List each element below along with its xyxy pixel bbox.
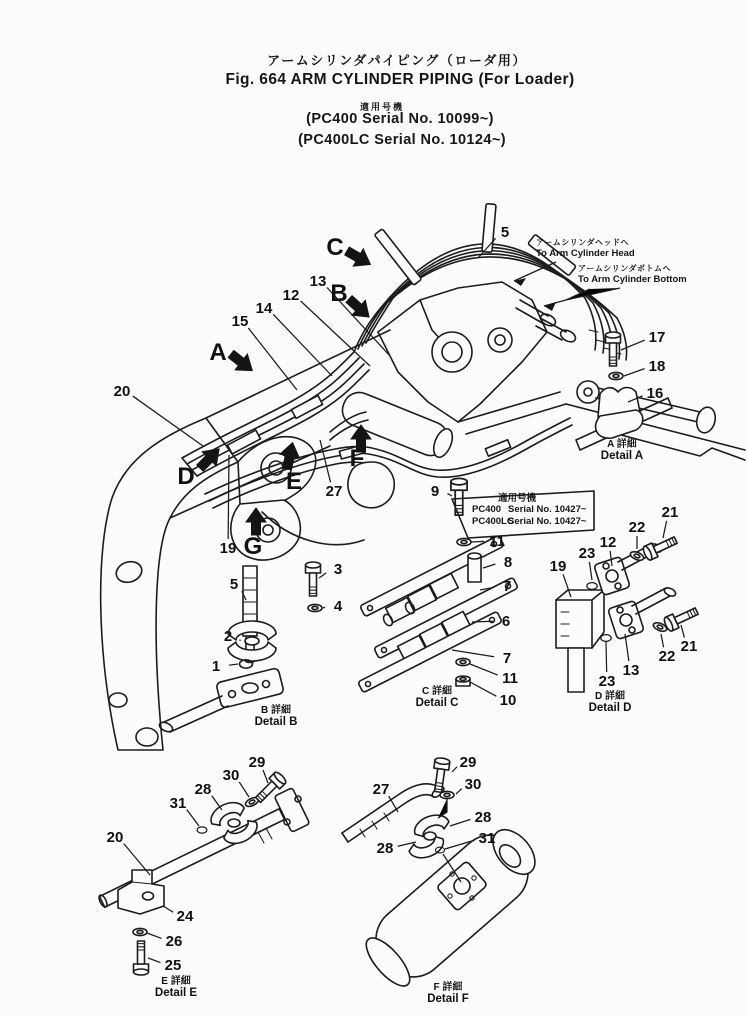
callout-19: 19 <box>549 558 567 575</box>
callout-29: 29 <box>459 754 477 771</box>
annotation-arm-cylinder-head <box>536 238 635 259</box>
callout-28: 28 <box>376 840 394 857</box>
callout-14: 14 <box>255 300 273 317</box>
leader-line <box>273 314 332 376</box>
callout-27: 27 <box>325 483 343 500</box>
leader-line <box>610 551 612 566</box>
view-arrow-D <box>193 442 226 475</box>
serial-note-header: 適用号機 <box>498 493 537 504</box>
annotation-bottom-jp: アームシリンダボトムへ <box>578 264 671 273</box>
view-letter-A: A <box>209 339 227 366</box>
annotation-bottom-en: To Arm Cylinder Bottom <box>578 273 687 285</box>
callout-18: 18 <box>648 358 666 375</box>
leader-line <box>389 796 398 812</box>
serial-note-model-2: PC400LC <box>472 516 514 527</box>
callout-25: 25 <box>164 957 182 974</box>
leader-line <box>624 369 645 376</box>
view-arrow-A <box>225 346 259 378</box>
callout-23: 23 <box>598 673 616 690</box>
leader-line <box>263 770 268 783</box>
leader-line <box>148 958 160 963</box>
leader-line <box>606 642 607 672</box>
view-arrow-G <box>246 508 266 535</box>
annotation-arm-cylinder-bottom <box>578 264 687 285</box>
leader-line <box>470 664 498 675</box>
serial-range-1: (PC400 Serial No. 10099~) <box>306 111 494 127</box>
serial-note-serial-1: Serial No. 10427~ <box>508 504 587 515</box>
callout-8: 8 <box>503 554 513 571</box>
leader-line <box>398 842 416 846</box>
callout-21: 21 <box>661 504 679 521</box>
callout-28: 28 <box>474 809 492 826</box>
leader-line <box>229 664 238 665</box>
callout-7: 7 <box>502 578 512 595</box>
callout-31: 31 <box>478 830 496 847</box>
leader-line <box>470 682 496 696</box>
detail-caption-jp-D: D 詳細 <box>595 691 625 702</box>
detail-caption-en-D: Detail D <box>588 702 632 714</box>
leader-line <box>478 238 496 258</box>
leader-line <box>483 564 495 568</box>
callout-6: 6 <box>501 613 511 630</box>
callout-9: 9 <box>430 483 440 500</box>
callout-13: 13 <box>622 662 640 679</box>
title-japanese: アームシリンダパイピング（ローダ用） <box>267 53 527 68</box>
leader-line <box>456 789 462 794</box>
callout-11: 11 <box>502 670 518 687</box>
callout-15: 15 <box>231 313 249 330</box>
serial-note-model-1: PC400 <box>472 504 502 515</box>
detail-caption-jp-E: E 詳細 <box>161 976 191 987</box>
detail-caption-en-B: Detail B <box>254 716 298 728</box>
callout-4: 4 <box>333 598 343 615</box>
detail-caption-en-E: Detail E <box>154 987 198 999</box>
leader-line <box>248 328 297 390</box>
callout-30: 30 <box>222 767 240 784</box>
detail-caption-jp-B: B 詳細 <box>261 705 291 716</box>
leader-line <box>681 625 684 638</box>
leader-line <box>471 541 484 542</box>
serial-note-serial-2: Serial No. 10427~ <box>508 516 587 527</box>
leader-line <box>187 810 199 826</box>
callout-2: 2 <box>223 628 233 645</box>
annotation-head-jp: アームシリンダヘッドへ <box>536 238 629 247</box>
callout-13: 13 <box>309 273 327 290</box>
leader-line <box>661 634 664 647</box>
title-english: Fig. 664 ARM CYLINDER PIPING (For Loader) <box>225 71 575 88</box>
view-letter-B: B <box>330 280 348 307</box>
leader-line <box>163 906 173 912</box>
leader-line <box>242 591 246 600</box>
leader-line <box>621 340 645 350</box>
leader-line <box>239 782 249 797</box>
detail-caption-jp-A: A 詳細 <box>607 439 637 450</box>
detail-caption-jp-C: C 詳細 <box>422 686 452 697</box>
callout-24: 24 <box>176 908 194 925</box>
callout-7: 7 <box>502 650 512 667</box>
detail-caption-en-C: Detail C <box>415 697 459 709</box>
callout-19: 19 <box>219 540 237 557</box>
leader-line <box>447 494 452 496</box>
callout-12: 12 <box>599 534 617 551</box>
serial-range-2: (PC400LC Serial No. 10124~) <box>298 132 506 148</box>
leader-line <box>589 562 592 580</box>
leader-line <box>323 607 325 608</box>
leader-line <box>320 440 331 482</box>
detail-caption-en-A: Detail A <box>600 450 644 462</box>
callout-22: 22 <box>628 519 646 536</box>
view-letter-G: G <box>243 533 263 560</box>
callout-30: 30 <box>464 776 482 793</box>
callout-11: 11 <box>489 533 505 550</box>
callout-16: 16 <box>646 385 664 402</box>
leader-line <box>319 573 326 578</box>
leader-line <box>445 840 474 849</box>
callout-1: 1 <box>211 658 221 675</box>
callout-29: 29 <box>248 754 266 771</box>
leader-line <box>124 844 150 875</box>
callout-5: 5 <box>229 576 239 593</box>
view-arrow-C <box>342 242 375 273</box>
leader-line <box>450 819 470 826</box>
leader-line <box>625 634 629 661</box>
view-arrow-E <box>277 441 302 472</box>
callout-3: 3 <box>333 561 343 578</box>
leader-line <box>628 396 643 402</box>
leader-line <box>472 621 493 622</box>
callout-21: 21 <box>680 638 698 655</box>
callout-28: 28 <box>194 781 212 798</box>
detail-caption-en-F: Detail F <box>427 993 469 1005</box>
annotation-head-en: To Arm Cylinder Head <box>536 247 635 259</box>
view-letter-D: D <box>177 463 195 490</box>
callout-5: 5 <box>500 224 510 241</box>
view-letter-F: F <box>349 445 365 472</box>
leader-line <box>133 396 203 446</box>
callout-12: 12 <box>282 287 300 304</box>
leader-line <box>563 574 571 597</box>
leader-line <box>212 796 222 810</box>
leader-line <box>480 587 494 590</box>
callout-26: 26 <box>165 933 183 950</box>
leader-line <box>663 521 667 538</box>
callout-20: 20 <box>106 829 124 846</box>
leader-line <box>147 933 162 938</box>
callout-10: 10 <box>499 692 517 709</box>
callout-31: 31 <box>169 795 187 812</box>
leader-line <box>228 455 229 539</box>
view-letter-C: C <box>326 234 344 261</box>
leader-line <box>452 767 457 772</box>
callout-20: 20 <box>113 383 131 400</box>
callout-27: 27 <box>372 781 390 798</box>
callout-17: 17 <box>648 329 666 346</box>
view-letter-E: E <box>285 468 303 495</box>
serial-header: 適用号機 <box>359 102 405 112</box>
callout-22: 22 <box>658 648 676 665</box>
callout-23: 23 <box>578 545 596 562</box>
leader-line <box>452 650 494 657</box>
detail-caption-jp-F: F 詳細 <box>433 982 463 993</box>
